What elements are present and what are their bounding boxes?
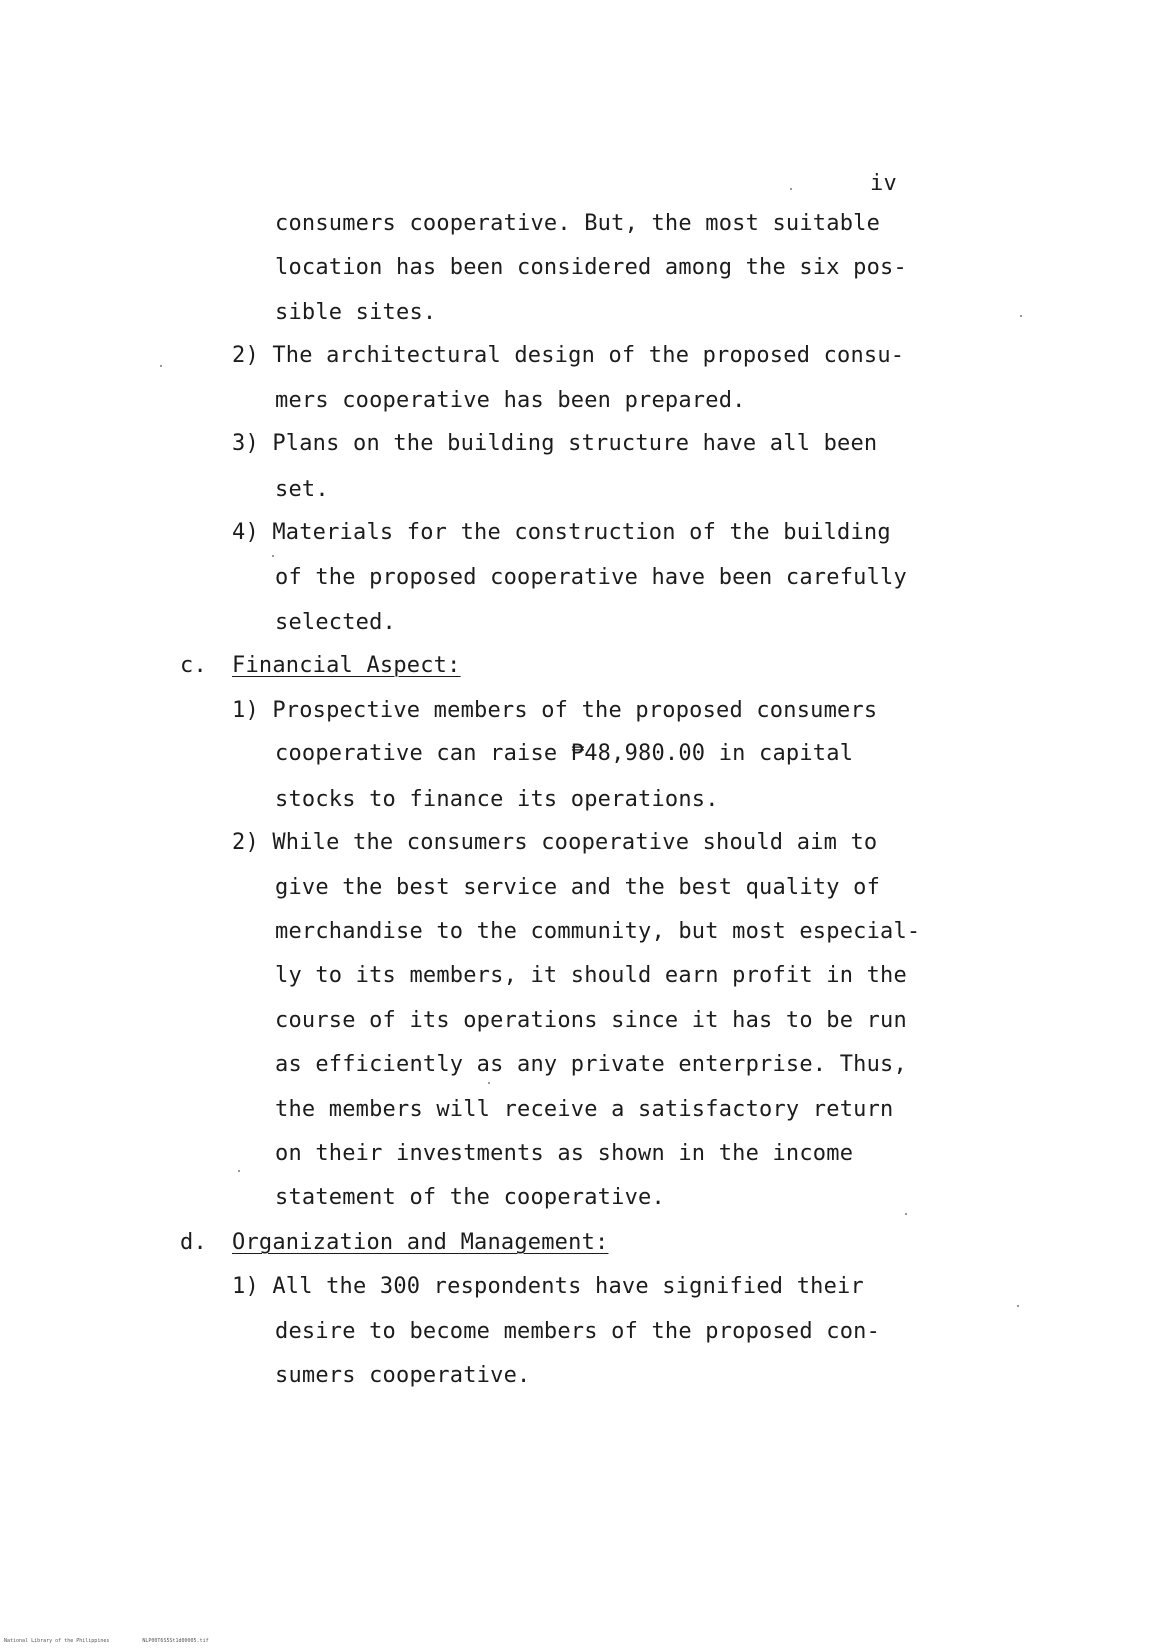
body-line: ly to its members, it should earn profit in the — [275, 963, 907, 988]
body-line: statement of the cooperative. — [275, 1185, 665, 1210]
scan-speck — [1017, 1305, 1019, 1307]
scan-speck — [790, 188, 792, 190]
page-number: iv — [870, 171, 897, 196]
scan-speck — [160, 365, 162, 367]
body-line: location has been considered among the six pos- — [275, 255, 907, 280]
list-item-3: 3) Plans on the building structure have all been — [232, 431, 878, 456]
body-line: merchandise to the community, but most especial- — [275, 919, 921, 944]
body-line: desire to become members of the proposed con- — [275, 1319, 881, 1344]
scan-speck — [272, 555, 274, 557]
list-item-4: 4) Materials for the construction of the building — [232, 520, 891, 545]
body-line: sible sites. — [275, 300, 437, 325]
body-line: of the proposed cooperative have been carefully — [275, 565, 907, 590]
body-line: as efficiently as any private enterprise. Thus, — [275, 1052, 907, 1077]
body-line: consumers cooperative. But, the most suitable — [275, 211, 881, 236]
body-line: on their investments as shown in the income — [275, 1141, 854, 1166]
body-line: mers cooperative has been prepared. — [275, 388, 746, 413]
scan-footer — [4, 1638, 239, 1644]
body-line: selected. — [275, 610, 397, 635]
body-line: the members will receive a satisfactory return — [275, 1097, 894, 1122]
scan-speck — [1020, 315, 1022, 317]
list-item-1: 1) All the 300 respondents have signified their — [232, 1274, 864, 1299]
footer-library: National Library of the Philippines — [4, 1638, 110, 1644]
scan-speck — [905, 1213, 907, 1215]
list-item-2: 2) The architectural design of the proposed consu- — [232, 343, 905, 368]
footer-file: NLP00T6S5St1d00005.tif — [142, 1638, 209, 1644]
section-letter-d: d. — [180, 1230, 207, 1255]
body-line: course of its operations since it has to be run — [275, 1008, 907, 1033]
list-item-1: 1) Prospective members of the proposed consumers — [232, 698, 878, 723]
body-line: cooperative can raise ₱48,980.00 in capital — [275, 741, 854, 766]
scan-speck — [488, 1082, 490, 1084]
section-heading-organization: Organization and Management: — [232, 1230, 609, 1255]
section-heading-financial: Financial Aspect: — [232, 653, 461, 678]
list-item-2: 2) While the consumers cooperative should aim to — [232, 830, 878, 855]
body-line: set. — [275, 477, 329, 502]
body-line: give the best service and the best quality of — [275, 875, 881, 900]
body-line: stocks to finance its operations. — [275, 787, 719, 812]
scan-speck — [238, 1170, 240, 1172]
body-line: sumers cooperative. — [275, 1363, 531, 1388]
section-letter-c: c. — [180, 653, 207, 678]
